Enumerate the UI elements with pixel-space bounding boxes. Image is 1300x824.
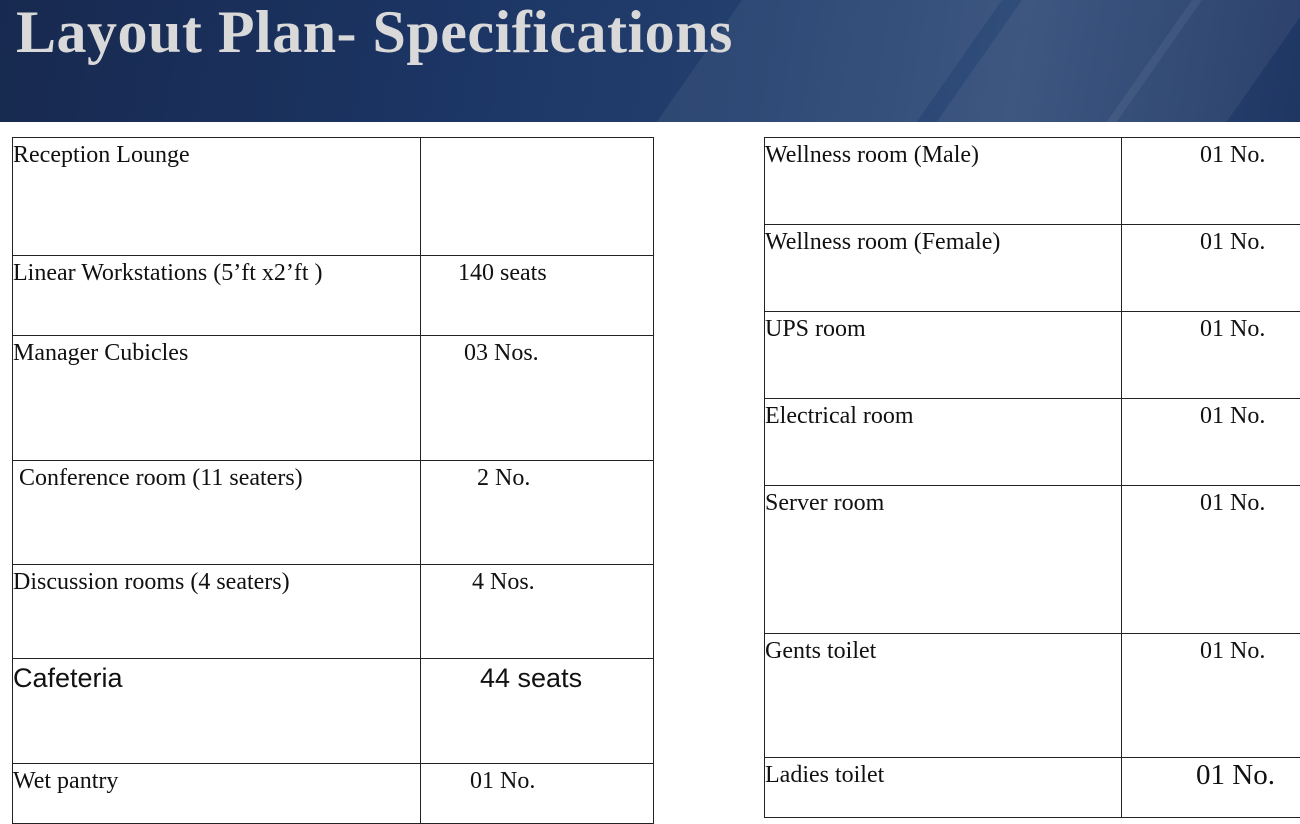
row-value: 4 Nos.: [421, 565, 654, 659]
specifications-table-left: [12, 137, 654, 824]
row-label: Electrical room: [765, 399, 1122, 486]
row-value: 01 No.: [1122, 634, 1300, 758]
row-value: 01 No.: [1122, 758, 1300, 818]
table-row: [13, 565, 654, 659]
row-value: 01 No.: [1122, 399, 1300, 486]
row-value: 2 No.: [421, 461, 654, 565]
row-value: 01 No.: [421, 764, 654, 824]
table-row: [765, 312, 1300, 399]
row-label: Wellness room (Female): [765, 225, 1122, 312]
table-row: [765, 138, 1300, 225]
row-label: Reception Lounge: [13, 138, 421, 256]
page-title: Layout Plan- Specifications: [16, 0, 733, 67]
row-label: Wet pantry: [13, 764, 421, 824]
table-row: [765, 758, 1300, 818]
table-row: [13, 461, 654, 565]
header-banner: [0, 0, 1300, 122]
table-row: [765, 225, 1300, 312]
row-value: 01 No.: [1122, 486, 1300, 634]
row-value: 01 No.: [1122, 225, 1300, 312]
row-value: 01 No.: [1122, 312, 1300, 399]
row-label: Conference room (11 seaters): [13, 461, 421, 565]
specifications-table-right: [764, 137, 1300, 818]
row-value: 44 seats: [421, 659, 654, 764]
row-label: Server room: [765, 486, 1122, 634]
row-label: Linear Workstations (5’ft x2’ft ): [13, 256, 421, 336]
row-label: Wellness room (Male): [765, 138, 1122, 225]
row-label: Gents toilet: [765, 634, 1122, 758]
table-row: [765, 486, 1300, 634]
table-row: [13, 138, 654, 256]
row-value: [421, 138, 654, 256]
row-value: 140 seats: [421, 256, 654, 336]
row-value: 03 Nos.: [421, 336, 654, 461]
table-row: [13, 256, 654, 336]
row-label: Discussion rooms (4 seaters): [13, 565, 421, 659]
table-row: [765, 399, 1300, 486]
row-value: 01 No.: [1122, 138, 1300, 225]
table-row: [13, 336, 654, 461]
row-label: Cafeteria: [13, 659, 421, 764]
table-row: [13, 764, 654, 824]
table-row: [13, 659, 654, 764]
row-label: Ladies toilet: [765, 758, 1122, 818]
row-label: Manager Cubicles: [13, 336, 421, 461]
row-label: UPS room: [765, 312, 1122, 399]
table-row: [765, 634, 1300, 758]
